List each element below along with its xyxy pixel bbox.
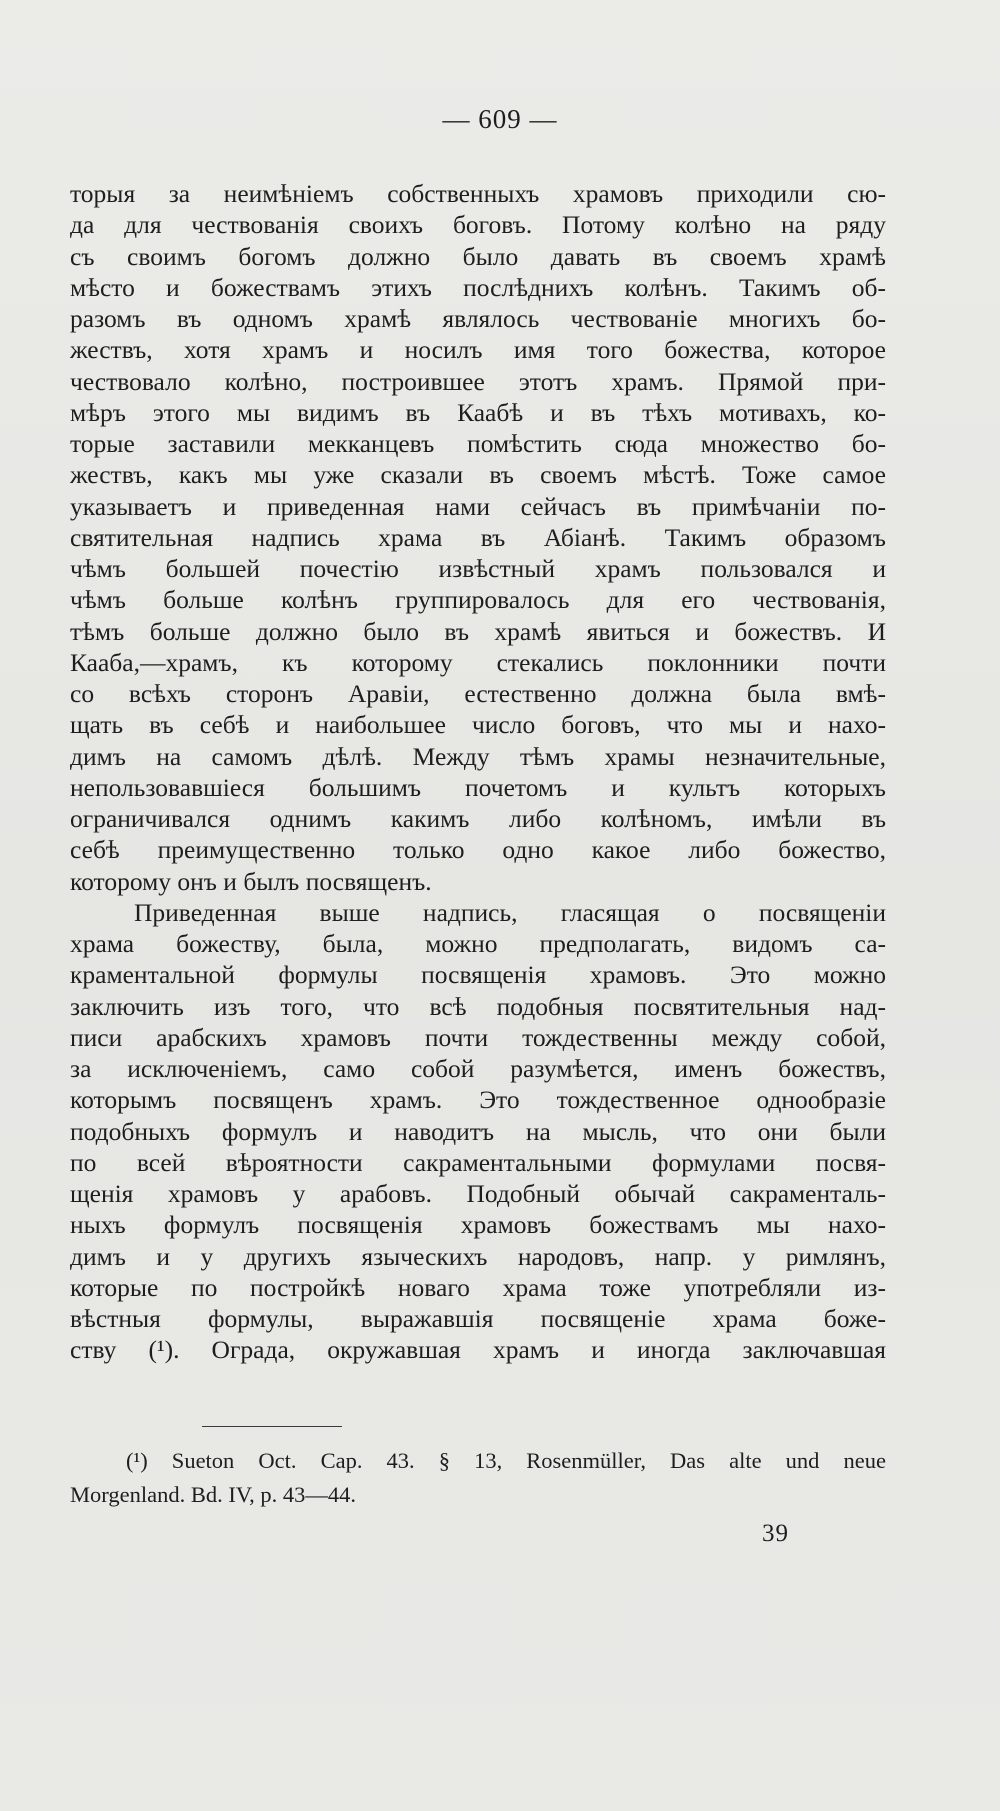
text-line: чѣмъ больше колѣнъ группировалось для его чествованія, <box>70 585 886 615</box>
text-line: которымъ посвященъ храмъ. Это тождественное однообразіе <box>70 1085 886 1115</box>
text-line: святительная надпись храма въ Абіанѣ. Такимъ образомъ <box>70 522 886 552</box>
text-line: указываетъ и приведенная нами сейчасъ въ примѣчаніи по- <box>70 491 886 521</box>
text-line: разомъ въ одномъ храмѣ являлось чествованіе многихъ бо- <box>70 304 886 333</box>
text-line: да для чествованія своихъ боговъ. Потому колѣно на ряду <box>70 210 886 240</box>
text-line: жествъ, хотя храмъ и носилъ имя того божества, которое <box>70 335 886 365</box>
text-line: храма божеству, была, можно предполагать, видомъ са- <box>70 929 886 958</box>
text-line: краментальной формулы посвященія храмовъ. Это можно <box>70 960 886 990</box>
text-line: со всѣхъ сторонъ Аравіи, естественно должна была вмѣ- <box>70 679 886 708</box>
text-line: димъ и у другихъ языческихъ народовъ, напр. у римлянъ, <box>70 1241 886 1271</box>
signature-mark: 39 <box>762 1520 789 1547</box>
footnote-line: Morgenland. Bd. IV, p. 43—44. <box>70 1482 357 1507</box>
text-line: чѣмъ большей почестію извѣстный храмъ пользовался и <box>70 554 886 583</box>
text-line: щенія храмовъ у арабовъ. Подобный обычай сакраменталь- <box>70 1179 886 1208</box>
text-line: себѣ преимущественно только одно какое либо божество, <box>70 835 886 865</box>
footnote-line: (¹) Sueton Oct. Cap. 43. § 13, Rosenmüller, Das alte und neue <box>126 1448 886 1473</box>
text-line: торыя за неимѣніемъ собственныхъ храмовъ приходили сю- <box>70 179 886 208</box>
text-line: щать въ себѣ и наибольшее число боговъ, что мы и нахо- <box>70 710 886 740</box>
text-line: жествъ, какъ мы уже сказали въ своемъ мѣстѣ. Тоже самое <box>70 460 886 490</box>
text-line: Кааба,—храмъ, къ которому стекались поклонники почти <box>70 647 886 677</box>
text-line: ству (¹). Ограда, окружавшая храмъ и иногда заключавшая <box>70 1335 886 1365</box>
footnote-separator <box>202 1426 342 1427</box>
text-line: мѣръ этого мы видимъ въ Каабѣ и въ тѣхъ мотивахъ, ко- <box>70 397 886 427</box>
paragraph-start-line: Приведенная выше надпись, гласящая о посвященіи <box>134 897 886 927</box>
paragraph-end-line: которому онъ и былъ посвященъ. <box>70 866 432 896</box>
text-line: тѣмъ больше должно было въ храмѣ явиться и божествъ. И <box>70 616 886 646</box>
text-line: мѣсто и божествамъ этихъ послѣднихъ колѣнъ. Такимъ об- <box>70 272 886 302</box>
text-line: непользовавшіеся большимъ почетомъ и культъ которыхъ <box>70 772 886 802</box>
text-line: чествовало колѣно, построившее этотъ храмъ. Прямой при- <box>70 366 886 396</box>
text-line: димъ на самомъ дѣлѣ. Между тѣмъ храмы незначительные, <box>70 741 886 771</box>
text-line: за исключеніемъ, само собой разумѣется, именъ божествъ, <box>70 1054 886 1083</box>
text-line: подобныхъ формулъ и наводитъ на мысль, что они были <box>70 1116 886 1146</box>
text-line: торые заставили мекканцевъ помѣстить сюда множество бо- <box>70 429 886 458</box>
text-line: по всей вѣроятности сакраментальными формулами посвя- <box>70 1147 886 1177</box>
text-line: писи арабскихъ храмовъ почти тождественны между собой, <box>70 1022 886 1052</box>
text-line: ограничивался однимъ какимъ либо колѣномъ, имѣли въ <box>70 804 886 833</box>
text-line: ныхъ формулъ посвященія храмовъ божествамъ мы нахо- <box>70 1210 886 1240</box>
body-text <box>70 178 886 1366</box>
page-number-header: — 609 — <box>442 104 558 134</box>
text-line: вѣстныя формулы, выражавшія посвященіе храма боже- <box>70 1304 886 1333</box>
text-line: которые по постройкѣ новаго храма тоже употребляли из- <box>70 1272 886 1302</box>
text-line: съ своимъ богомъ должно было давать въ своемъ храмѣ <box>70 241 886 271</box>
text-line: заключить изъ того, что всѣ подобныя посвятительныя над- <box>70 991 886 1021</box>
footnote <box>70 1444 886 1512</box>
